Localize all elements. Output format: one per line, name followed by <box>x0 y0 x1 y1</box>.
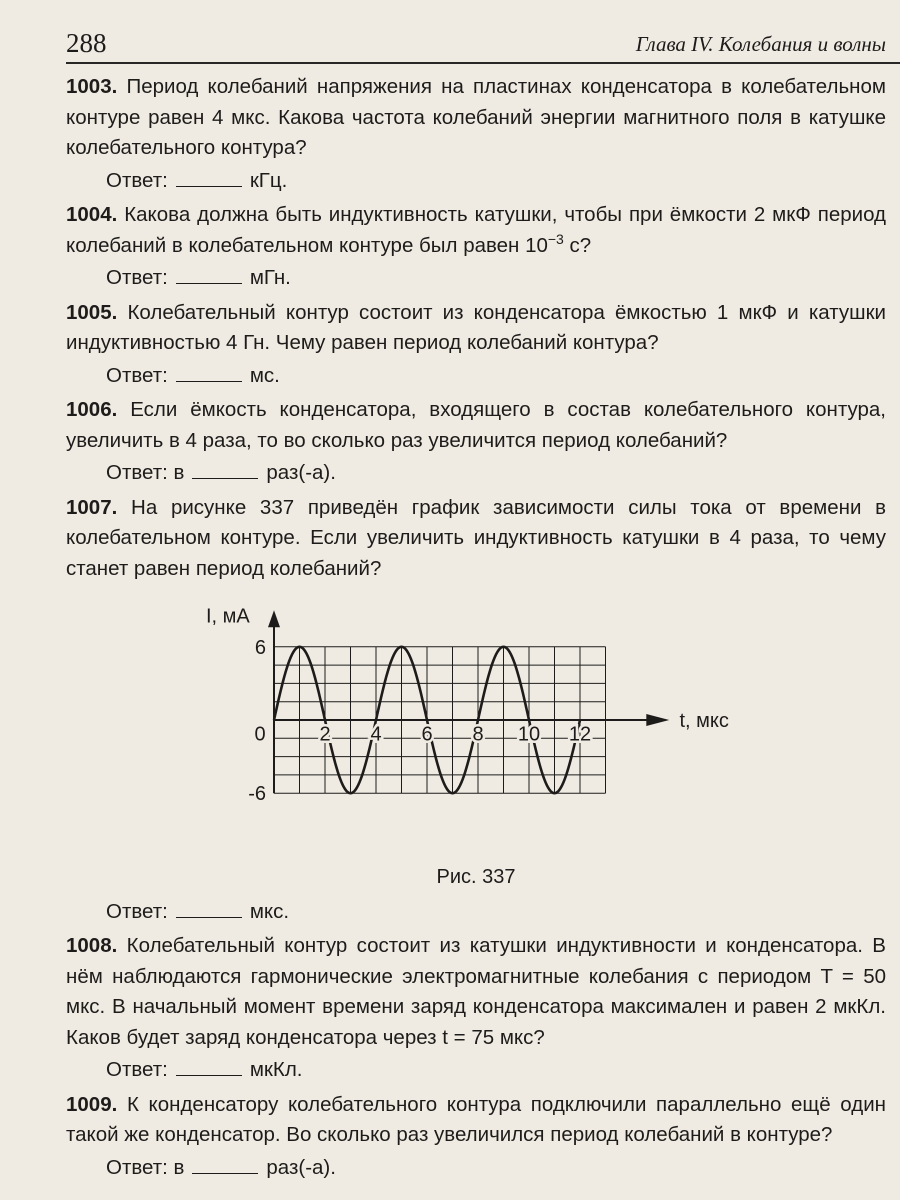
problem-number: 1009. <box>66 1092 118 1116</box>
x-tick-label: 10 <box>517 723 541 746</box>
answer-1005 <box>106 361 886 392</box>
problem-1004 <box>66 200 886 261</box>
current-time-chart <box>66 590 886 862</box>
answer-prefix: Ответ: <box>106 168 168 192</box>
problem-text: К конденсатору колебательного контура подключили параллельно ещё один такой же конденсатор. Во сколько раз увеличился период колебаний в контуре? <box>66 1092 886 1146</box>
page-number: 288 <box>66 28 107 58</box>
chapter-title: Глава IV. Колебания и волны <box>635 32 886 56</box>
answer-unit: мкКл. <box>249 1058 303 1081</box>
answer-unit: мс. <box>249 363 280 387</box>
header-rule <box>66 62 900 64</box>
answer-prefix: Ответ: в <box>106 461 185 484</box>
answer-1007 <box>106 897 886 928</box>
x-tick-label: 12 <box>568 723 592 746</box>
problem-text: Период колебаний напряжения на пластинах конденсатора в колебательном контуре равен 4 мкс. Какова частота колебаний энергии магнитного поля в катушке колебательного контура? <box>66 75 886 159</box>
problem-1007 <box>66 493 886 585</box>
answer-unit: кГц. <box>249 168 288 192</box>
answer-1004 <box>106 263 886 294</box>
y-axis-label: I, мА <box>206 605 250 628</box>
power: −3 <box>547 230 564 247</box>
problem-number: 1005. <box>66 300 118 324</box>
figure-caption: Рис. 337 <box>436 866 516 888</box>
answer-prefix: Ответ: <box>106 899 168 923</box>
x-axis-arrow <box>646 714 669 726</box>
problem-number: 1006. <box>66 398 118 421</box>
x-axis-label: t, мкс <box>679 710 729 732</box>
answer-blank[interactable] <box>176 363 242 382</box>
answer-1003 <box>106 166 886 197</box>
problem-text: Если ёмкость конденсатора, входящего в состав колебательного контура, увеличить в 4 раза, то во сколько раз увеличится период колебаний? <box>66 398 886 452</box>
problem-text: Колебательный контур состоит из катушки индуктивности и конденсатора. В нём наблюдаются гармонические электромагнитные колебания с периодом T = 50 мкс. В начальный момент времени заряд конденсатора максимален и равен 2 мкКл. Каков будет заряд конденсатора через t = 75 мкс? <box>66 934 886 1049</box>
figure-337 <box>66 590 886 862</box>
answer-unit: мкс. <box>249 899 290 923</box>
y-tick-label: 6 <box>254 636 266 659</box>
answer-1006 <box>106 458 886 489</box>
answer-1009 <box>106 1153 886 1184</box>
problem-1009 <box>66 1090 886 1151</box>
problems-list <box>66 72 886 1187</box>
problem-number: 1004. <box>66 203 118 226</box>
problem-text: Какова должна быть индуктивность катушки, чтобы при ёмкости 2 мкФ период колебаний в колебательном контуре был равен 10 <box>66 203 886 257</box>
answer-unit: раз(-а). <box>266 1155 336 1179</box>
problem-text: На рисунке 337 приведён график зависимости силы тока от времени в колебательном контуре. Если увеличить индуктивность катушки в 4 раза, то чему станет равен период колебаний? <box>66 495 886 580</box>
answer-prefix: Ответ: <box>106 363 168 387</box>
problem-1006 <box>66 395 886 456</box>
problem-1005 <box>66 298 886 359</box>
answer-1008 <box>106 1055 886 1086</box>
y-axis-arrow <box>268 610 280 627</box>
x-tick-label: 4 <box>370 723 382 746</box>
problem-number: 1003. <box>66 75 118 98</box>
answer-prefix: Ответ: в <box>106 1155 185 1179</box>
problem-1003 <box>66 72 886 164</box>
origin-label: 0 <box>254 723 266 746</box>
answer-blank[interactable] <box>192 460 258 479</box>
x-tick-label: 8 <box>472 723 484 746</box>
answer-unit: мГн. <box>249 266 291 289</box>
x-tick-label: 6 <box>421 723 433 746</box>
page-header <box>66 28 886 60</box>
answer-unit: раз(-а). <box>266 461 336 484</box>
problem-number: 1008. <box>66 934 118 957</box>
answer-prefix: Ответ: <box>106 266 168 289</box>
answer-blank[interactable] <box>176 168 242 187</box>
answer-blank[interactable] <box>176 899 242 918</box>
answer-blank[interactable] <box>192 1155 258 1174</box>
x-tick-label: 2 <box>319 723 331 746</box>
problem-text-end: с? <box>563 233 592 257</box>
problem-1008 <box>66 931 886 1053</box>
answer-blank[interactable] <box>176 1057 242 1076</box>
problem-number: 1007. <box>66 495 118 519</box>
y-tick-label: -6 <box>248 783 266 806</box>
problem-text: Колебательный контур состоит из конденсатора ёмкостью 1 мкФ и катушки индуктивностью 4 Гн. Чему равен период колебаний контура? <box>66 300 886 354</box>
answer-blank[interactable] <box>176 265 242 284</box>
answer-prefix: Ответ: <box>106 1058 168 1081</box>
